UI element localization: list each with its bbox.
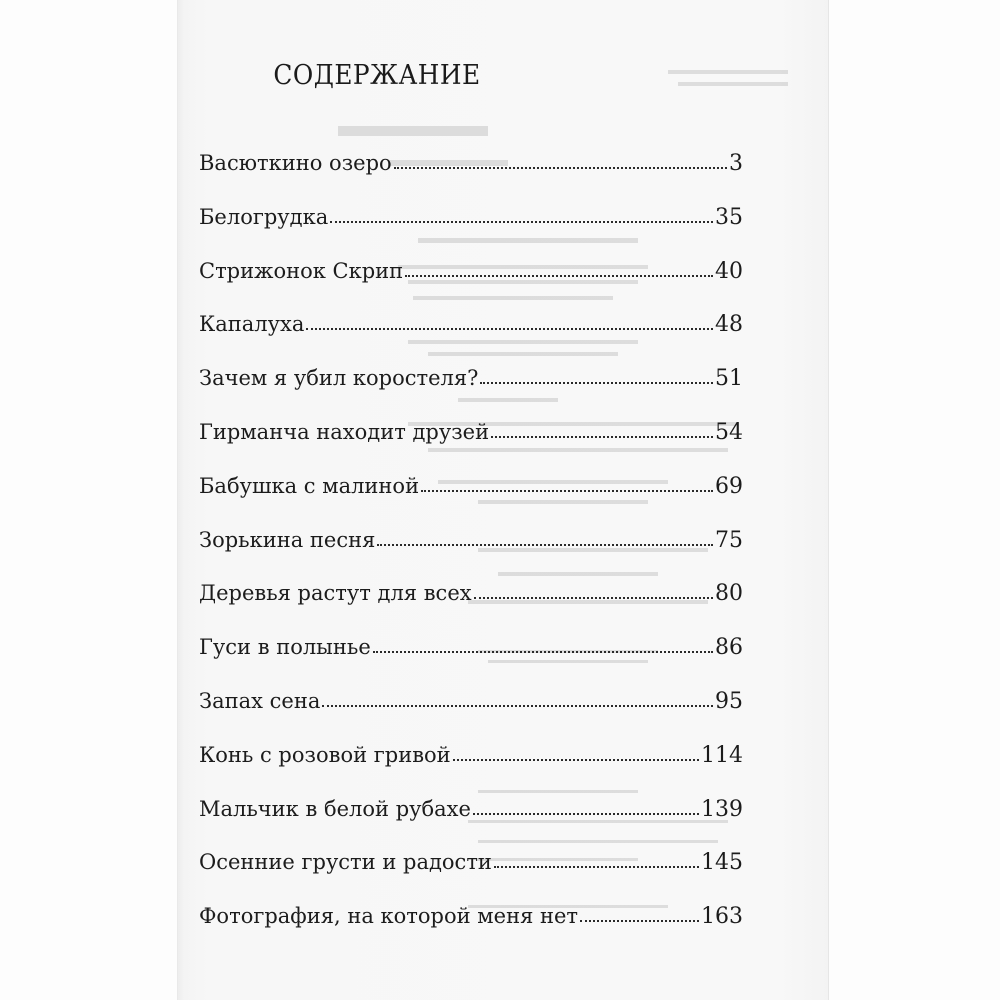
- toc-entry-title: Стрижонок Скрип: [199, 258, 404, 283]
- toc-entry: [199, 137, 743, 191]
- toc-entry-page: 80: [715, 581, 743, 607]
- toc-entry-page: 54: [715, 419, 743, 445]
- dot-leader: [394, 167, 727, 169]
- toc-entry: [199, 836, 743, 890]
- toc-entry-title: Бабушка с малиной: [199, 473, 420, 498]
- toc-entry-page: 114: [701, 742, 743, 768]
- toc-entry-title: Гирманча находит друзей: [199, 419, 490, 444]
- toc-entry: [199, 406, 743, 460]
- toc-entry-page: 139: [701, 796, 743, 822]
- toc-entry-page: 95: [715, 688, 743, 714]
- dot-leader: [405, 275, 713, 277]
- page-title: СОДЕРЖАНИЕ: [273, 60, 481, 91]
- dot-leader: [421, 490, 713, 492]
- toc-entry-title: Мальчик в белой рубахе: [199, 796, 471, 821]
- dot-leader: [480, 382, 713, 384]
- toc-entry-page: 145: [701, 850, 743, 876]
- toc-entry-title: Капалуха: [199, 312, 305, 337]
- dot-leader: [494, 866, 699, 868]
- table-of-contents: [199, 137, 743, 944]
- dot-leader: [473, 813, 699, 815]
- toc-entry-page: 48: [715, 312, 743, 338]
- dot-leader: [474, 597, 713, 599]
- toc-entry: [199, 245, 743, 299]
- dot-leader: [580, 920, 699, 922]
- toc-entry-page: 35: [715, 204, 743, 230]
- toc-entry-title: Фотография, на которой меня нет: [199, 904, 579, 929]
- toc-entry-page: 69: [715, 473, 743, 499]
- toc-entry-title: Гуси в полынье: [199, 635, 371, 660]
- toc-entry-title: Деревья растут для всех: [199, 581, 472, 606]
- dot-leader: [491, 436, 713, 438]
- dot-leader: [453, 759, 699, 761]
- toc-entry: [199, 621, 743, 675]
- toc-entry-title: Белогрудка: [199, 204, 329, 229]
- dot-leader: [373, 651, 713, 653]
- dot-leader: [322, 705, 713, 707]
- toc-entry: [199, 729, 743, 783]
- toc-entry: [199, 783, 743, 837]
- toc-entry-title: Васюткино озеро: [199, 151, 392, 175]
- toc-entry: [199, 460, 743, 514]
- toc-entry-page: 40: [715, 258, 743, 284]
- toc-entry-title: Зорькина песня: [199, 527, 376, 552]
- toc-entry: [199, 675, 743, 729]
- toc-entry: [199, 191, 743, 245]
- toc-entry: [199, 890, 743, 944]
- toc-entry-title: Зачем я убил коростеля?: [199, 366, 479, 391]
- dot-leader: [306, 328, 713, 330]
- toc-entry: [199, 514, 743, 568]
- toc-entry-title: Осенние грусти и радости: [199, 850, 492, 875]
- toc-entry: [199, 567, 743, 621]
- toc-entry: [199, 298, 743, 352]
- toc-entry-page: 51: [715, 366, 743, 392]
- toc-entry-page: 163: [701, 904, 743, 930]
- toc-entry: [199, 352, 743, 406]
- dot-leader: [377, 544, 713, 546]
- toc-entry-title: Конь с розовой гривой: [199, 742, 451, 767]
- toc-entry-page: 75: [715, 527, 743, 553]
- toc-entry-title: Запах сена: [199, 688, 321, 713]
- toc-entry-page: 86: [715, 635, 743, 661]
- toc-entry-page: 3: [729, 151, 743, 176]
- dot-leader: [330, 221, 713, 223]
